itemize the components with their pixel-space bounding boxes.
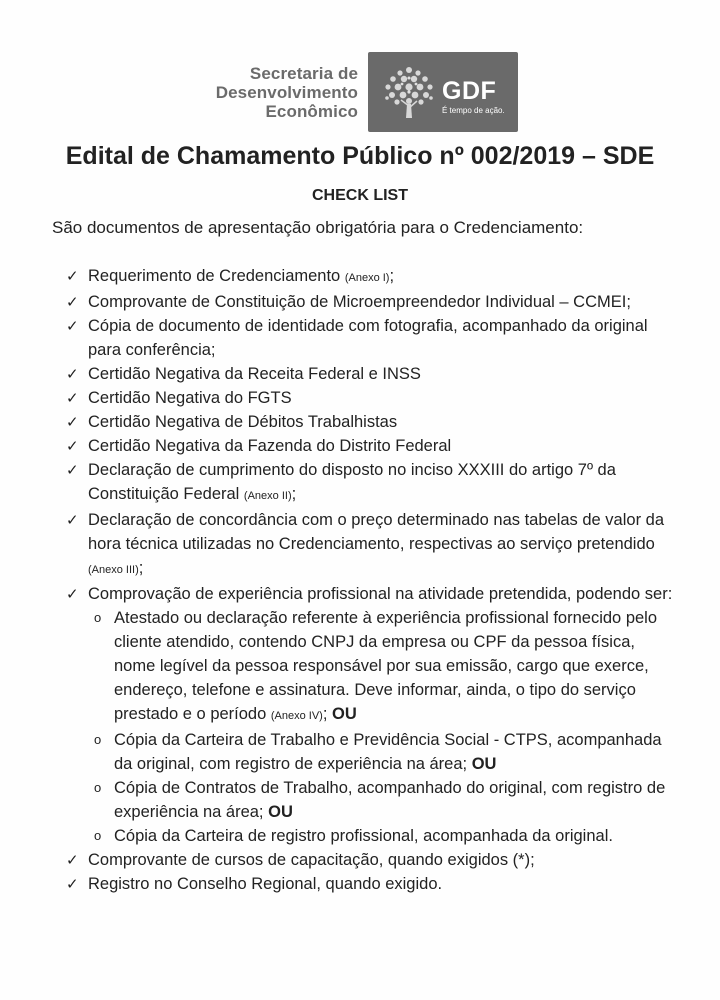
checklist-subitem: o Cópia da Carteira de Trabalho e Previdência Social - CTPS, acompanhada da original, com registro de experiência na área; OU [92,728,676,776]
check-icon: ✓ [66,851,79,869]
secretaria-line: Secretaria de [249,64,358,83]
gdf-logo-text: GDF [442,77,497,105]
check-icon: ✓ [66,293,79,311]
circle-bullet-icon: o [94,610,102,625]
checklist-subitem: o Atestado ou declaração referente à experiência profissional fornecido pelo cliente atendido, contendo CNPJ da empresa ou CPF da pessoa física, nome legível da pessoa responsável por sua emissão, cargo que exerce, endereço, telefone e assinatura. Deve informar, ainda, o tipo do serviço prestado e o período (Anexo IV); OU [92,606,676,728]
checklist-item: ✓ Certidão Negativa da Receita Federal e INSS [66,362,676,386]
checklist-sublist [92,606,676,848]
checklist-item: ✓ Registro no Conselho Regional, quando exigido. [66,872,676,896]
check-icon: ✓ [66,267,79,285]
secretaria-name [190,64,358,121]
checklist-item: ✓ Declaração de concordância com o preço determinado nas tabelas de valor da hora técnica utilizadas no Credenciamento, respectivas ao serviço pretendido (Anexo III); [66,508,676,582]
checklist-subitem: o Cópia da Carteira de registro profissional, acompanhada da original. [92,824,676,848]
checklist-item: ✓ Comprovante de Constituição de Microempreendedor Individual – CCMEI; [66,290,676,314]
check-icon: ✓ [66,875,79,893]
secretaria-line: Desenvolvimento [215,83,358,102]
check-icon: ✓ [66,461,79,479]
checklist-item: ✓ Certidão Negativa da Fazenda do Distrito Federal [66,434,676,458]
check-icon: ✓ [66,413,79,431]
checklist [66,264,676,896]
checklist-item: ✓ Cópia de documento de identidade com fotografia, acompanhado da original para conferência; [66,314,676,362]
checklist-item: ✓ Comprovante de cursos de capacitação, quando exigidos (*); [66,848,676,872]
document-title: Edital de Chamamento Público nº 002/2019 – SDE [65,142,655,170]
circle-bullet-icon: o [94,828,102,843]
tree-icon [378,62,440,122]
check-icon: ✓ [66,511,79,529]
circle-bullet-icon: o [94,732,102,747]
check-icon: ✓ [66,437,79,455]
checklist-item: ✓ Comprovação de experiência profissional na atividade pretendida, podendo ser: o Atestado ou declaração referente à experiência profissional fornecido pelo cliente atendido, contendo CNPJ da empresa ou CPF da pessoa física, nome legível da pessoa responsável por sua emissão, cargo que exerce, endereço, telefone e assinatura. Deve informar, ainda, o tipo do serviço prestado e o período (Anexo IV); OU o Cópia da Carteira de Trabalho e Previdência Social - CTPS, acompanhada da original, com registro de experiência na área; OU o Cópia de Contratos de Trabalho, acompanhado do original, com registro de experiência na área; OU o Cópia da Carteira de registro profissional, acompanhada da original. [66,582,676,848]
checklist-item: ✓ Requerimento de Credenciamento (Anexo I); [66,264,676,290]
checklist-item: ✓ Certidão Negativa de Débitos Trabalhistas [66,410,676,434]
checklist-item: ✓ Declaração de cumprimento do disposto no inciso XXXIII do artigo 7º da Constituição Federal (Anexo II); [66,458,676,508]
circle-bullet-icon: o [94,780,102,795]
intro-text: São documentos de apresentação obrigatória para o Credenciamento: [52,218,584,237]
check-icon: ✓ [66,389,79,407]
gdf-logo [368,52,518,132]
gdf-slogan: É tempo de ação. [442,106,505,115]
check-icon: ✓ [66,585,79,603]
checklist-subitem: o Cópia de Contratos de Trabalho, acompanhado do original, com registro de experiência na área; OU [92,776,676,824]
document-subtitle: CHECK LIST [312,187,408,204]
header-logo-block [190,52,520,134]
secretaria-line: Econômico [265,102,358,121]
checklist-item: ✓ Certidão Negativa do FGTS [66,386,676,410]
check-icon: ✓ [66,317,79,335]
check-icon: ✓ [66,365,79,383]
